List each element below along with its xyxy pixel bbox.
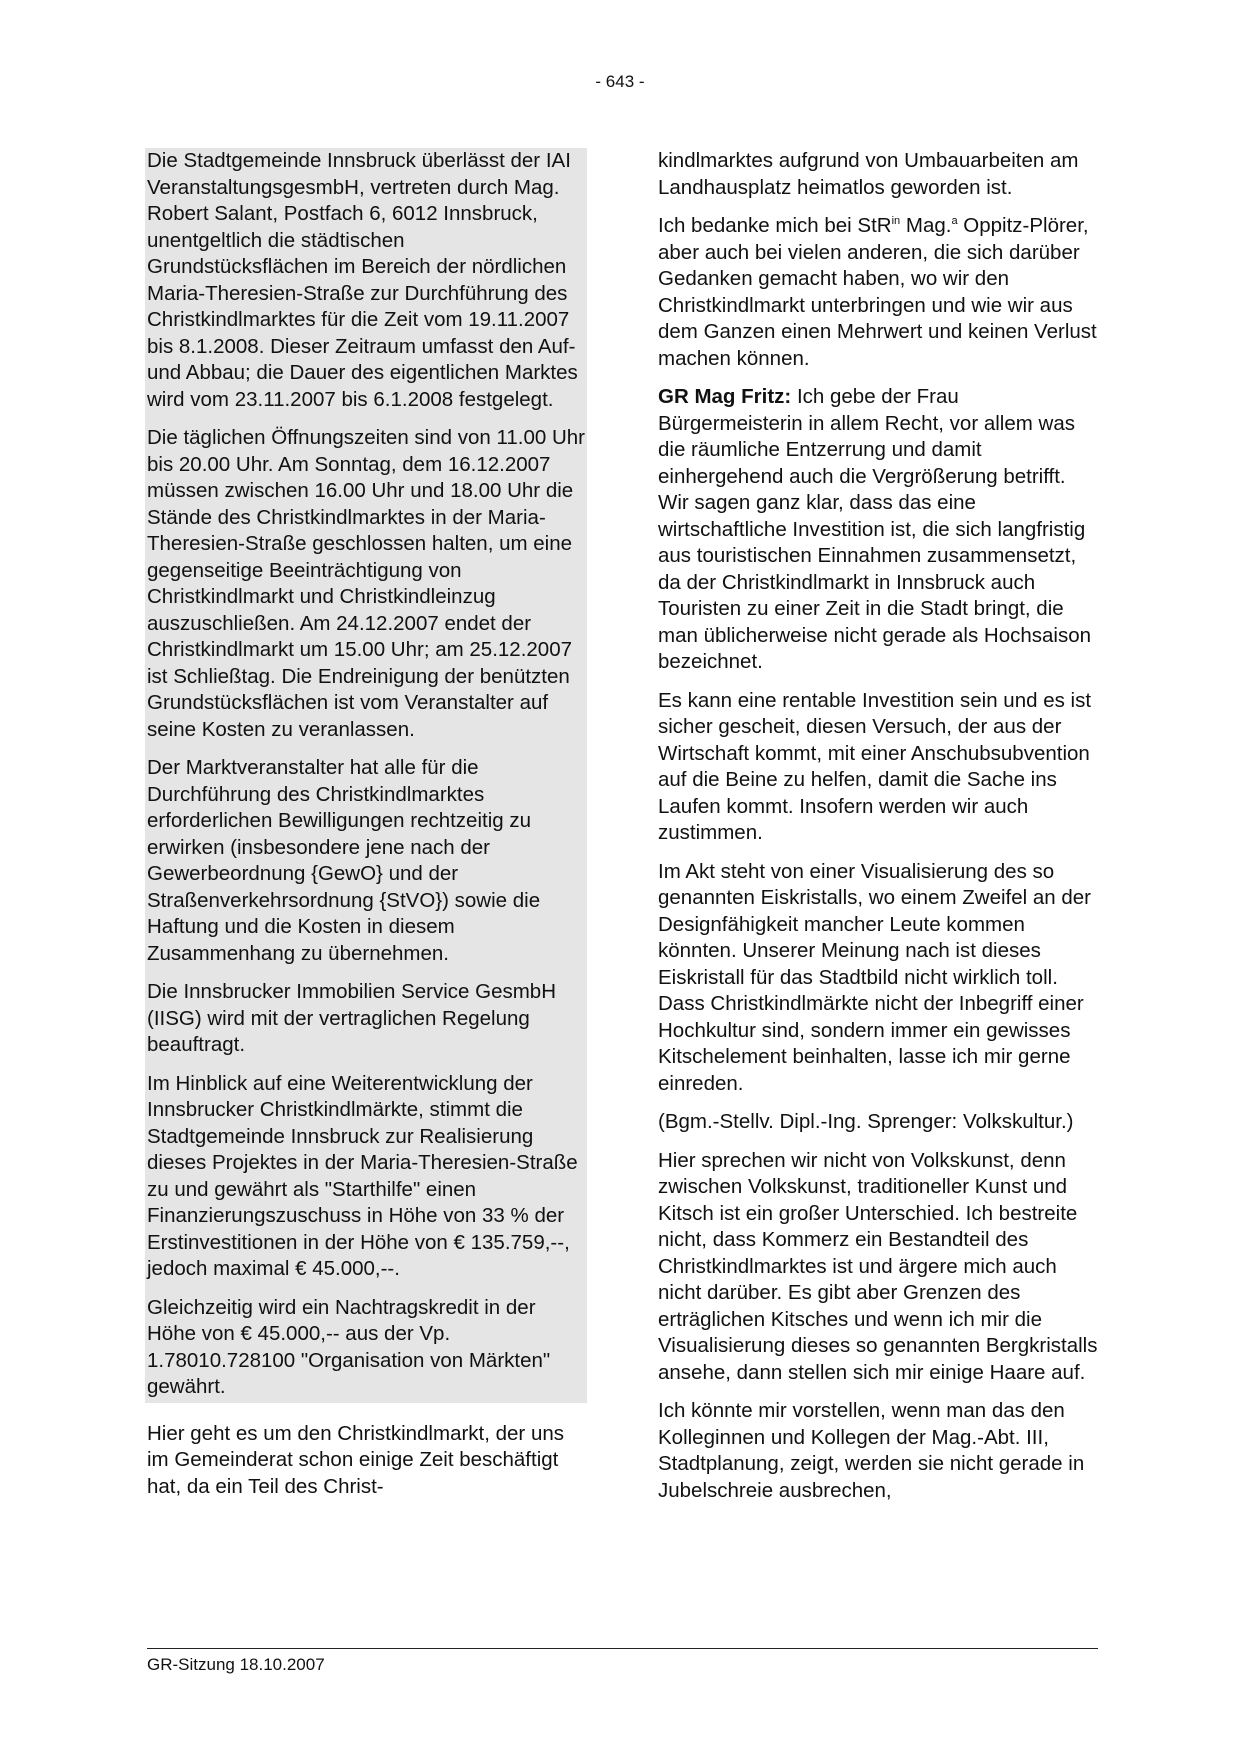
superscript: a [951,215,958,228]
speech-paragraph: Ich könnte mir vorstellen, wenn man das den Kolleginnen und Kollegen der Mag.-Abt. III, Stadtplanung, zeigt, werden sie nicht gerade in Jubelschreie ausbrechen, [658,1399,1085,1502]
speech-paragraph: Hier sprechen wir nicht von Volkskunst, denn zwischen Volkskunst, traditioneller Kunst und Kitsch ist ein großer Unterschied. Ich bestreite nicht, dass Kommerz ein Bestandteil des Christkindlmarktes ist und ärgere mich auch nicht darüber. Es gibt aber Grenzen des erträglichen Kitsches und wenn ich mir die Visualisierung dieses so genannten Bergkristalls ansehe, dann stellen sich mir einige Haare auf. [658,1148,1098,1384]
interjection: (Bgm.-Stellv. Dipl.-Ing. Sprenger: Volkskultur.) [658,1110,1074,1133]
text-run: Ich bedanke mich bei StR [658,214,892,237]
resolution-paragraph: Im Hinblick auf eine Weiterentwicklung der Innsbrucker Christkindlmärkte, stimmt die Stadtgemeinde Innsbruck zur Realisierung dieses Projektes in der Maria-Theresien-Straße zu und gewährt als "Starthilfe" einen Finanzierungszuschuss in Höhe von 33 % der Erstinvestitionen in der Höhe von € 135.759,--, jedoch maximal € 45.000,--. [147,1071,578,1280]
speech-paragraph: Im Akt steht von einer Visualisierung des so genannten Eiskristalls, wo einem Zweifel an der Designfähigkeit mancher Leute kommen könnten. Unserer Meinung nach ist dieses Eiskristall für das Stadtbild nicht wirklich toll. Dass Christkindlmärkte nicht der Inbegriff einer Hochkultur sind, sondern immer ein gewisses Kitschelement beinhalten, lasse ich mir gerne einreden. [658,859,1091,1095]
resolution-paragraph: Gleichzeitig wird ein Nachtragskredit in der Höhe von € 45.000,-- aus der Vp. 1.78010.728100 "Organisation von Märkten" gewährt. [147,1295,551,1398]
footer-session-label: GR-Sitzung 18.10.2007 [147,1655,325,1674]
resolution-paragraph: Die Innsbrucker Immobilien Service GesmbH (IISG) wird mit der vertraglichen Regelung beauftragt. [147,980,556,1056]
speech-paragraph: kindlmarktes aufgrund von Umbauarbeiten am Landhausplatz heimatlos geworden ist. [658,149,1079,199]
text-run: Ich gebe der Frau Bürgermeisterin in allem Recht, vor allem was die räumliche Entzerrung und damit einhergehend auch die Vergrößerung betrifft. Wir sagen ganz klar, dass das eine wirtschaftliche Investition ist, die sich langfristig aus touristischen Einnahmen zusammensetzt, da der Christkindlmarkt in Innsbruck auch Touristen zu einer Zeit in die Stadt bringt, die man üblicherweise nicht gerade als Hochsaison bezeichnet. [658,385,1092,673]
speech-paragraph [658,384,1098,676]
superscript: in [891,215,901,228]
speech-paragraph: Hier geht es um den Christkindlmarkt, der uns im Gemeinderat schon einige Zeit beschäftigt hat, da ein Teil des Christ- [147,1421,565,1498]
text-run: Oppitz-Plörer, aber auch bei vielen anderen, die sich darüber Gedanken gemacht haben, wo wir den Christkindlmarkt unterbringen und wie wir aus dem Ganzen einen Mehrwert und keinen Verlust machen können. [658,214,1097,370]
resolution-paragraph: Der Marktveranstalter hat alle für die Durchführung des Christkindlmarktes erforderlichen Bewilligungen rechtzeitig zu erwirken (insbesondere jene nach der Gewerbeordnung {GewO} und der Straßenverkehrsordnung {StVO}) sowie die Haftung und die Kosten in diesem Zusammenhang zu übernehmen. [147,756,541,965]
page-number: - 643 - [595,72,645,91]
speech-paragraph [658,213,1098,372]
left-column [147,148,587,1512]
resolution-paragraph: Die täglichen Öffnungszeiten sind von 11.00 Uhr bis 20.00 Uhr. Am Sonntag, dem 16.12.2007 müssen zwischen 16.00 Uhr und 18.00 Uhr die Stände des Christkindlmarktes in der Maria-Theresien-Straße geschlossen halten, um eine gegenseitige Beeinträchtigung von Christkindlmarkt und Christkindleinzug auszuschließen. Am 24.12.2007 endet der Christkindlmarkt um 15.00 Uhr; am 25.12.2007 ist Schließtag. Die Endreinigung der benützten Grundstücksflächen ist vom Veranstalter auf seine Kosten zu veranlassen. [147,426,585,741]
speaker-name: GR Mag Fritz: [658,385,792,408]
text-run: Mag. [900,214,952,237]
resolution-paragraph: Die Stadtgemeinde Innsbruck überlässt der IAI VeranstaltungsgesmbH, vertreten durch Mag. Robert Salant, Postfach 6, 6012 Innsbruck, unentgeltlich die städtischen Grundstücksflächen im Bereich der nördlichen Maria-Theresien-Straße zur Durchführung des Christkindlmarktes für die Zeit vom 19.11.2007 bis 8.1.2008. Dieser Zeitraum umfasst den Auf- und Abbau; die Dauer des eigentlichen Marktes wird vom 23.11.2007 bis 6.1.2008 festgelegt. [147,149,578,411]
resolution-text-block [145,148,587,1403]
speech-paragraph: Es kann eine rentable Investition sein und es ist sicher gescheit, diesen Versuch, der aus der Wirtschaft kommt, mit einer Anschubsubvention auf die Beine zu helfen, damit die Sache ins Laufen kommt. Insofern werden wir auch zustimmen. [658,688,1092,844]
footer-divider [147,1648,1098,1649]
right-column [658,148,1098,1516]
